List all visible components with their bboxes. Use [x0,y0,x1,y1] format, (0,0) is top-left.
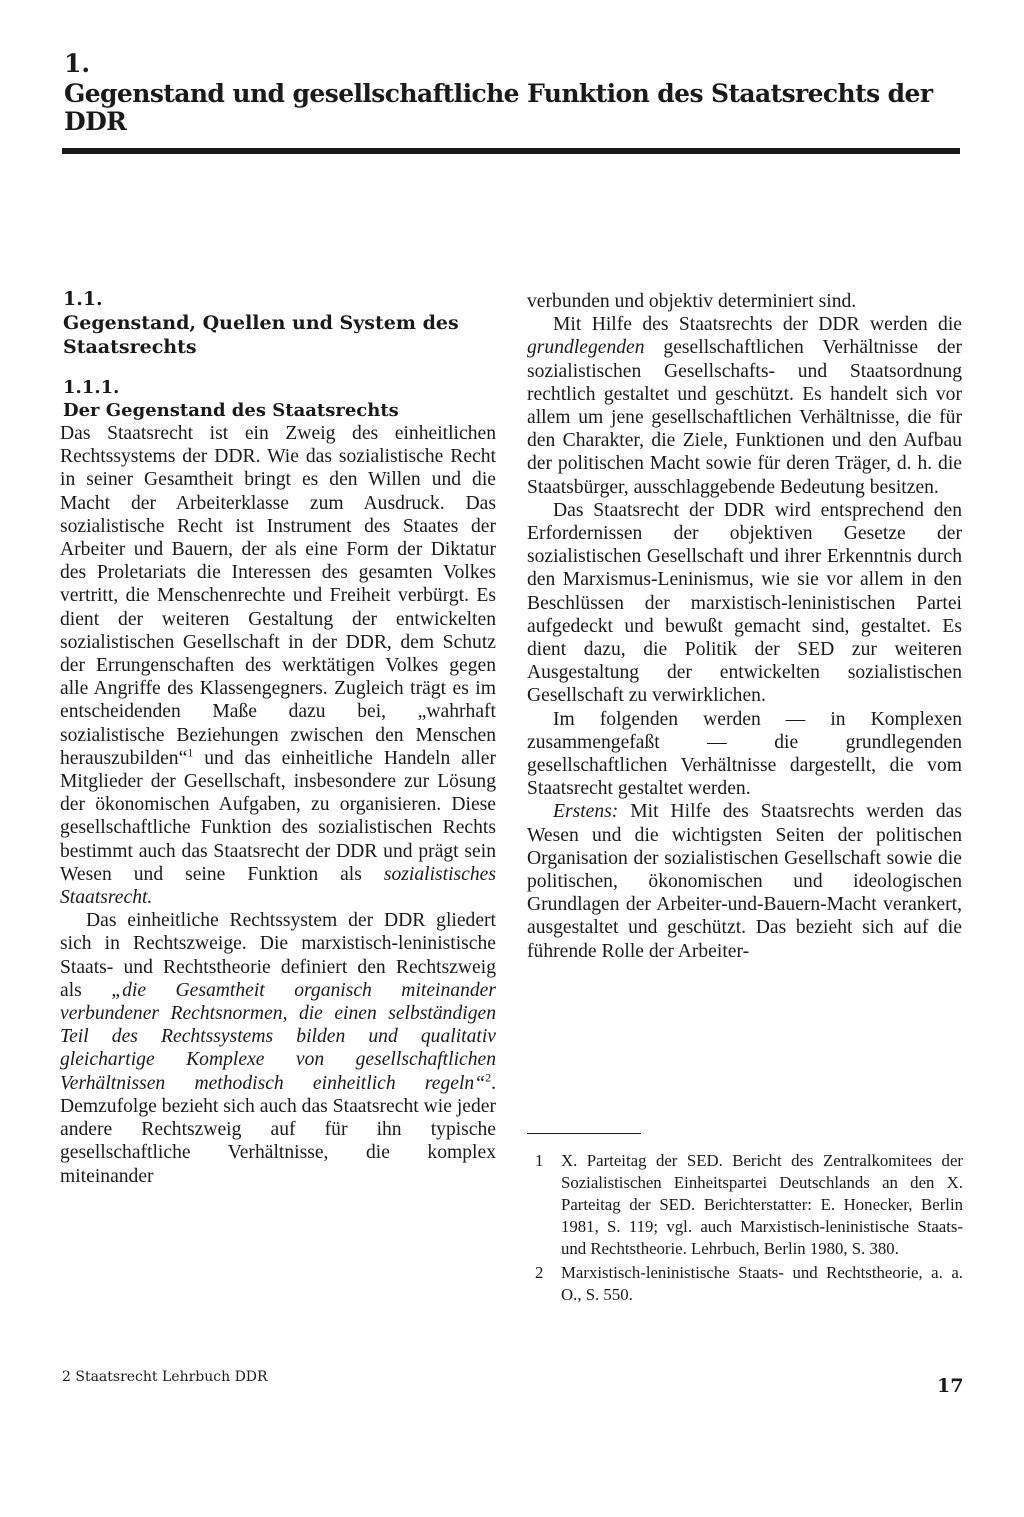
section-number: 1.1. [63,288,103,310]
text: gesellschaftlichen Verhältnisse der sozialistischen Gesellschafts- und Staatsordnung rechtlich gestaltet und geschützt. Es handelt sich vor allem um jene gesellschaftlichen Verhältnisse, die für den Charakter, die Ziele, Funktionen und den Aufbau der politischen Macht sowie für deren Träger, d. h. die Staatsbürger, ausschlaggebende Bedeutung besitzen. [527,337,962,498]
footnote-item [535,1150,963,1260]
text: . Demzufolge bezieht sich auch das Staatsrecht wie jeder andere Rechtszweig auf für ihn typische gesellschaftliche Verhältnisse, die komplex miteinander [60,1072,496,1187]
footnote-text: X. Parteitag der SED. Bericht des Zentralkomitees der Sozialistischen Einheitspartei Deutschlands an den X. Parteitag der SED. Berichterstatter: E. Honecker, Berlin 1981, S. 119; vgl. auch Marxistisch-leninistische Staats- und Rechtstheorie. Lehrbuch, Berlin 1980, S. 380. [561,1151,963,1258]
text: Mit Hilfe des Staatsrechts der DDR werden die [553,314,962,336]
text: Das Staatsrecht ist ein Zweig des einheitlichen Rechtssystems der DDR. Wie das sozialistische Recht in seiner Gesamtheit bringt es den Willen und die Macht der Arbeiterklasse zum Ausdruck. Das sozialistische Recht ist Instrument des Staates der Arbeiter und Bauern, der als eine Form der Diktatur des Proletariats die Interessen des gesamten Volkes vertritt, die Menschenrechte und Freiheit verbürgt. Es dient der weiteren Gestaltung der entwickelten sozialistischen Gesellschaft in der DDR, dem Schutz der Errungenschaften des werktätigen Volkes gegen alle Angriffe des Klassengegners. Zugleich trägt es im entscheidenden Maße dazu bei, „wahrhaft sozialistische Beziehungen zwischen den Menschen herauszubilden“ [60,423,496,769]
subsection-heading [63,376,496,422]
emphasis: sozialistisches Staatsrecht. [60,863,496,909]
paragraph [527,800,962,962]
emphasis: „die Gesamtheit organisch miteinander verbundener Rechtsnormen, die einen selbständigen Teil des Rechtssystems bilden und qualitativ gleichartige Komplexe von gesellschaftlichen Verhältnissen methodisch einheitlich regeln“ [60,979,496,1094]
footnote-rule [527,1133,641,1134]
footnote-number: 2 [535,1263,544,1282]
paragraph [527,313,962,499]
section-heading [63,287,496,359]
paragraph: Im folgenden werden — in Komplexen zusammengefaßt — die grundlegenden gesellschaftlichen Verhältnisse dargestellt, die vom Staatsrecht gestaltet werden. [527,708,962,800]
emphasis: Erstens: [553,801,619,823]
paragraph [60,909,496,1187]
footnote-item [535,1262,963,1306]
footnote-text: Marxistisch-leninistische Staats- und Rechtstheorie, a. a. O., S. 550. [561,1263,963,1304]
footnote-ref: 1 [187,745,194,760]
footnote-number: 1 [535,1151,544,1170]
text: Mit Hilfe des Staatsrechts werden das Wesen und die wichtigsten Seiten der politischen Organisation der sozialistischen Gesellschaft sowie die politischen, ökonomischen und ideologischen Grundlagen der Arbeiter-und-Bauern-Macht verankert, ausgestaltet und geschützt. Das bezieht sich auf die führende Rolle der Arbeiter- [527,801,962,962]
paragraph: Das Staatsrecht der DDR wird entsprechend den Erfordernissen der objektiven Gesetze der sozialistischen Gesellschaft und ihrer Erkenntnis durch den Marxismus-Leninismus, wie sie vor allem in den Beschlüssen der marxistisch-leninistischen Partei aufgedeckt und bewußt gemacht sind, gestaltet. Es dient dazu, die Politik der SED zur weiteren Ausgestaltung der entwickelten sozialistischen Gesellschaft zu verwirklichen. [527,499,962,707]
left-column [60,287,496,1188]
footnote-ref: 2 [485,1070,492,1085]
right-column [527,290,962,963]
subsection-number: 1.1.1. [63,377,120,398]
paragraph [60,422,496,909]
emphasis: grundlegenden [527,337,645,359]
paragraph: verbunden und objektiv determiniert sind. [527,291,857,312]
footnotes [535,1150,963,1308]
chapter-title: Gegenstand und gesellschaftliche Funktion des Staatsrechts der DDR [64,79,933,136]
page-number: 17 [937,1375,964,1397]
header-rule [62,148,960,154]
section-title: Gegenstand, Quellen und System des Staatsrechts [63,312,459,358]
text: Das einheitliche Rechtssystem der DDR gliedert sich in Rechtszweige. Die marxistisch-leninistische Staats- und Rechtstheorie definiert den Rechtszweig als [60,910,496,1001]
text: und das einheitliche Handeln aller Mitglieder der Gesellschaft, insbesondere zur Lösung der ökonomischen Aufgaben, zu organisieren. Diese gesellschaftliche Funktion des sozialistischen Rechts bestimmt auch das Staatsrecht der DDR und prägt sein Wesen und seine Funktion als [60,747,496,885]
subsection-title: Der Gegenstand des Staatsrechts [63,400,399,421]
chapter-number: 1. [64,49,91,78]
printer-signature: 2 Staatsrecht Lehrbuch DDR [62,1369,268,1385]
